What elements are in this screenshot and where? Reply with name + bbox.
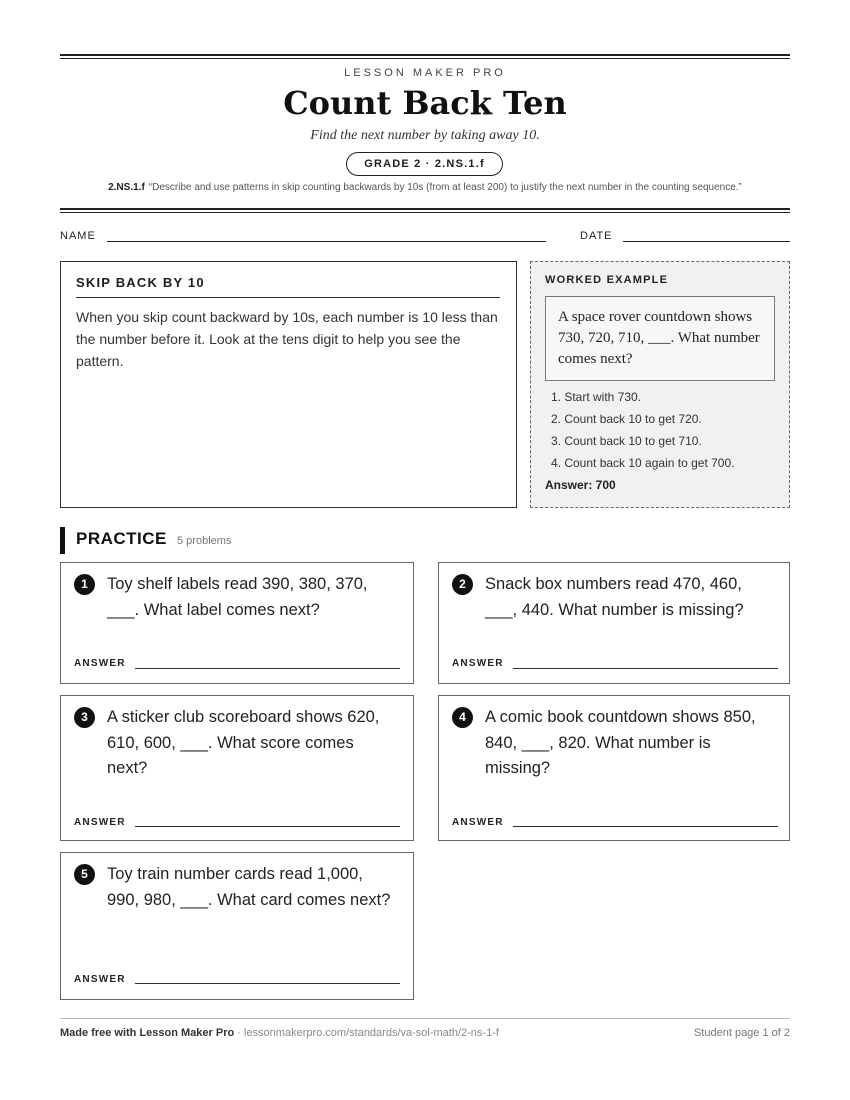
worked-example-steps [551, 386, 734, 474]
problem-number-badge: 5 [74, 864, 95, 885]
problem-card-1 [60, 562, 414, 684]
answer-label: ANSWER [452, 817, 504, 828]
footer-credit [60, 1027, 499, 1039]
date-field[interactable] [623, 241, 790, 242]
problem-text: Snack box numbers read 470, 460, ___, 440. What number is missing? [485, 575, 744, 619]
worked-example-box [530, 261, 790, 508]
worked-example-step: 2. Count back 10 to get 720. [551, 412, 702, 426]
worksheet-page [60, 0, 790, 1100]
answer-field[interactable] [513, 826, 778, 827]
answer-field[interactable] [135, 826, 400, 827]
intro-body: When you skip count backward by 10s, each number is 10 less than the number before it. Look at the tens digit to help you see the pattern. [76, 309, 498, 369]
practice-title: PRACTICE [76, 529, 167, 548]
brand-name: LESSON MAKER PRO [344, 67, 506, 79]
practice-count: 5 problems [177, 535, 232, 547]
name-label: NAME [60, 230, 96, 242]
footer-page-number: Student page 1 of 2 [693, 1027, 790, 1039]
problem-number-badge: 4 [452, 707, 473, 728]
problem-card-3 [60, 695, 414, 841]
problem-text: A comic book countdown shows 850, 840, ___, 820. What number is missing? [485, 708, 756, 777]
page-title: Count Back Ten [283, 84, 567, 122]
name-field[interactable] [107, 241, 546, 242]
header-top-rule [60, 54, 790, 56]
answer-label: ANSWER [452, 658, 504, 669]
answer-label: ANSWER [74, 974, 126, 985]
worked-example-step: 3. Count back 10 to get 710. [551, 434, 702, 448]
problem-text: A sticker club scoreboard shows 620, 610, 600, ___. What score comes next? [107, 708, 380, 777]
header-bottom-rule [60, 208, 790, 210]
problem-text: Toy shelf labels read 390, 380, 370, ___. What label comes next? [107, 575, 368, 619]
standard-text: “Describe and use patterns in skip counting backwards by 10s (from at least 200) to justify the next number in the counting sequence.” [148, 182, 742, 193]
worked-example-answer: Answer: 700 [545, 478, 616, 492]
standard-description [60, 182, 790, 193]
answer-label: ANSWER [74, 817, 126, 828]
worked-example-step: 1. Start with 730. [551, 390, 642, 404]
answer-field[interactable] [135, 983, 400, 984]
date-label: DATE [580, 230, 613, 242]
practice-accent-bar [60, 527, 65, 554]
worked-example-step: 4. Count back 10 again to get 700. [551, 456, 735, 470]
header-bottom-rule-thin [60, 212, 790, 213]
answer-field[interactable] [513, 668, 778, 669]
intro-title: SKIP BACK BY 10 [76, 275, 205, 290]
header-top-rule-thin [60, 58, 790, 59]
problem-card-5 [60, 852, 414, 1000]
worked-example-problem: A space rover countdown shows 730, 720, 710, ___. What number comes next? [545, 296, 775, 381]
standard-code: 2.NS.1.f [108, 182, 145, 193]
problem-number-badge: 1 [74, 574, 95, 595]
problem-card-2 [438, 562, 790, 684]
grade-badge: GRADE 2 · 2.NS.1.f [346, 152, 503, 176]
footer-made-with: Made free with Lesson Maker Pro [60, 1027, 235, 1039]
answer-field[interactable] [135, 668, 400, 669]
worked-example-title: WORKED EXAMPLE [545, 274, 669, 286]
problem-number-badge: 2 [452, 574, 473, 595]
intro-box [60, 261, 517, 508]
answer-label: ANSWER [74, 658, 126, 669]
problem-text: Toy train number cards read 1,000, 990, 980, ___. What card comes next? [107, 865, 391, 909]
page-subtitle: Find the next number by taking away 10. [310, 128, 540, 143]
intro-divider [76, 297, 500, 298]
footer-divider [60, 1018, 790, 1019]
problem-number-badge: 3 [74, 707, 95, 728]
footer-url[interactable]: · lessonmakerpro.com/standards/va-sol-math/2-ns-1-f [234, 1027, 499, 1039]
problem-card-4 [438, 695, 790, 841]
